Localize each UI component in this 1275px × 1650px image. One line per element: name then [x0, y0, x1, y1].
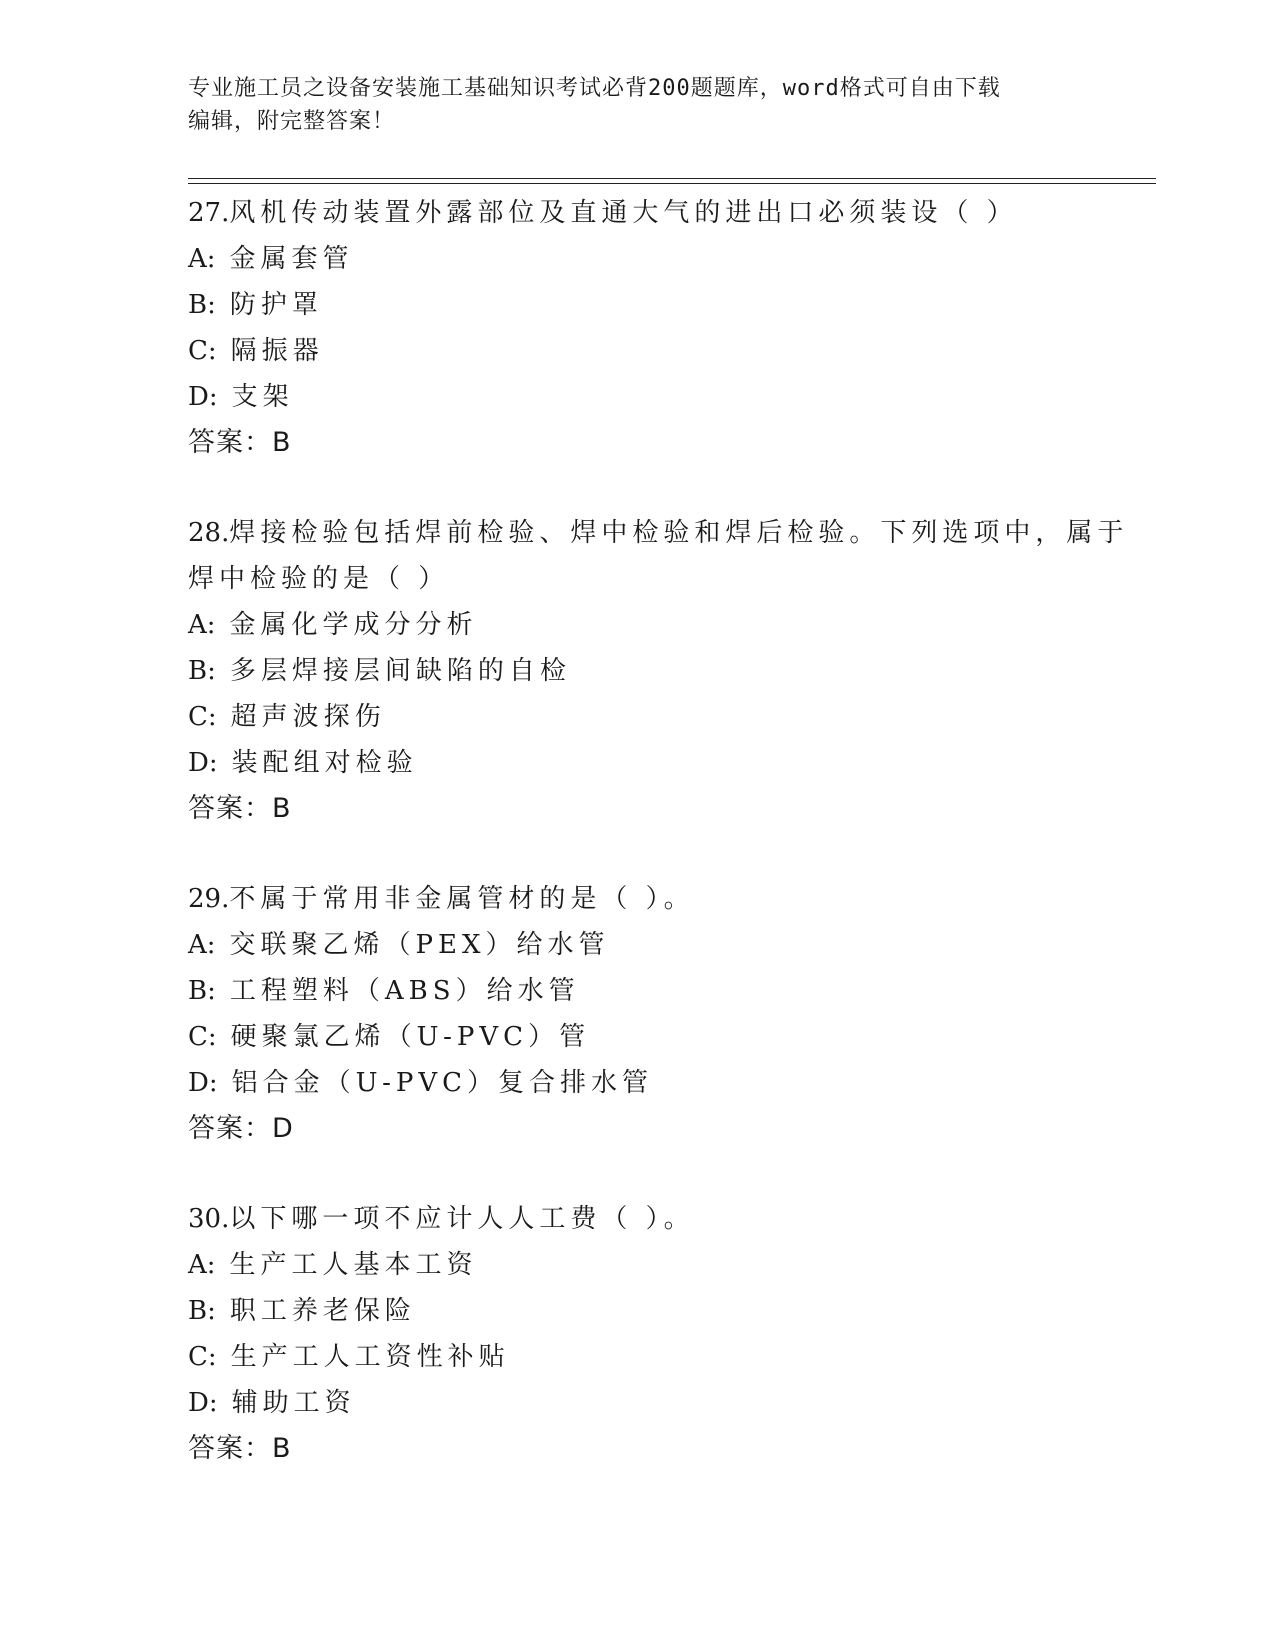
question-text: 以下哪一项不应计人人工费（ ）。 — [229, 1204, 695, 1234]
option-text: 生产工人工资性补贴 — [230, 1342, 510, 1372]
option-letter: C — [188, 1022, 208, 1052]
option-d: D: 辅助工资 — [188, 1388, 356, 1418]
option-text: 工程塑料（ABS）给水管 — [229, 976, 580, 1006]
option-c: C: 超声波探伤 — [188, 702, 386, 732]
option-letter: A — [188, 1250, 207, 1280]
answer-line: 答案：B — [188, 427, 292, 458]
question-list — [188, 190, 1129, 1516]
option-letter: D — [188, 748, 209, 778]
option-text: 支架 — [231, 382, 294, 412]
option-text: 超声波探伤 — [230, 702, 386, 732]
question-number: 30. — [188, 1204, 230, 1234]
option-letter: A — [188, 930, 207, 960]
question-number: 27. — [188, 198, 230, 228]
question-stem — [188, 1196, 1088, 1242]
option-letter: B — [188, 1296, 208, 1326]
option-letter: D — [188, 382, 209, 412]
answer-line: 答案：B — [188, 793, 292, 824]
question-27 — [188, 190, 1088, 466]
option-letter: D — [188, 1068, 209, 1098]
option-b: B: 多层焊接层间缺陷的自检 — [188, 656, 571, 686]
question-text: 焊接检验包括焊前检验、焊中检验和焊后检验。下列选项中，属于 — [229, 518, 1129, 548]
question-stem — [188, 876, 1088, 922]
option-letter: B — [188, 656, 208, 686]
question-30 — [188, 1196, 1088, 1472]
question-stem — [188, 510, 1129, 556]
option-text: 生产工人基本工资 — [229, 1250, 478, 1280]
question-stem — [188, 190, 1088, 236]
option-b: B: 工程塑料（ABS）给水管 — [188, 976, 580, 1006]
option-letter: A — [188, 610, 207, 640]
option-d: D: 铝合金（U-PVC）复合排水管 — [188, 1068, 654, 1098]
option-letter: B — [188, 976, 208, 1006]
option-text: 硬聚氯乙烯（U-PVC）管 — [230, 1022, 591, 1052]
option-a: A: 交联聚乙烯（PEX）给水管 — [188, 930, 610, 960]
option-text: 多层焊接层间缺陷的自检 — [229, 656, 571, 686]
question-28 — [188, 510, 1129, 832]
option-d: D: 支架 — [188, 382, 294, 412]
header-line-1: 专业施工员之设备安装施工基础知识考试必背200题题库，word格式可自由下载 — [188, 76, 1001, 101]
option-text: 交联聚乙烯（PEX）给水管 — [229, 930, 610, 960]
header-divider-top — [188, 178, 1156, 179]
option-b: B: 防护罩 — [188, 290, 323, 320]
option-b: B: 职工养老保险 — [188, 1296, 416, 1326]
option-letter: D — [188, 1388, 209, 1418]
option-letter: A — [188, 244, 207, 274]
option-letter: C — [188, 702, 208, 732]
header-line-2: 编辑，附完整答案！ — [188, 109, 396, 134]
question-text: 风机传动装置外露部位及直通大气的进出口必须装设（ ） — [229, 198, 1018, 228]
document-header — [188, 72, 1088, 138]
option-c: C: 硬聚氯乙烯（U-PVC）管 — [188, 1022, 591, 1052]
option-text: 辅助工资 — [231, 1388, 356, 1418]
answer-line: 答案：D — [188, 1113, 294, 1144]
option-letter: C — [188, 336, 208, 366]
option-text: 金属套管 — [229, 244, 354, 274]
question-number: 28. — [188, 518, 230, 548]
option-text: 装配组对检验 — [231, 748, 418, 778]
header-divider-bottom — [188, 183, 1156, 184]
option-a: A: 金属化学成分分析 — [188, 610, 478, 640]
option-d: D: 装配组对检验 — [188, 748, 418, 778]
question-stem-continued: 焊中检验的是（ ） — [188, 564, 450, 594]
option-letter: B — [188, 290, 208, 320]
option-text: 铝合金（U-PVC）复合排水管 — [231, 1068, 654, 1098]
question-text: 不属于常用非金属管材的是（ ）。 — [229, 884, 695, 914]
option-text: 金属化学成分分析 — [229, 610, 478, 640]
option-text: 隔振器 — [230, 336, 324, 366]
question-29 — [188, 876, 1088, 1152]
option-c: C: 生产工人工资性补贴 — [188, 1342, 510, 1372]
option-c: C: 隔振器 — [188, 336, 324, 366]
option-a: A: 金属套管 — [188, 244, 354, 274]
option-letter: C — [188, 1342, 208, 1372]
option-a: A: 生产工人基本工资 — [188, 1250, 478, 1280]
question-number: 29. — [188, 884, 230, 914]
option-text: 防护罩 — [229, 290, 323, 320]
option-text: 职工养老保险 — [229, 1296, 416, 1326]
answer-line: 答案：B — [188, 1433, 292, 1464]
